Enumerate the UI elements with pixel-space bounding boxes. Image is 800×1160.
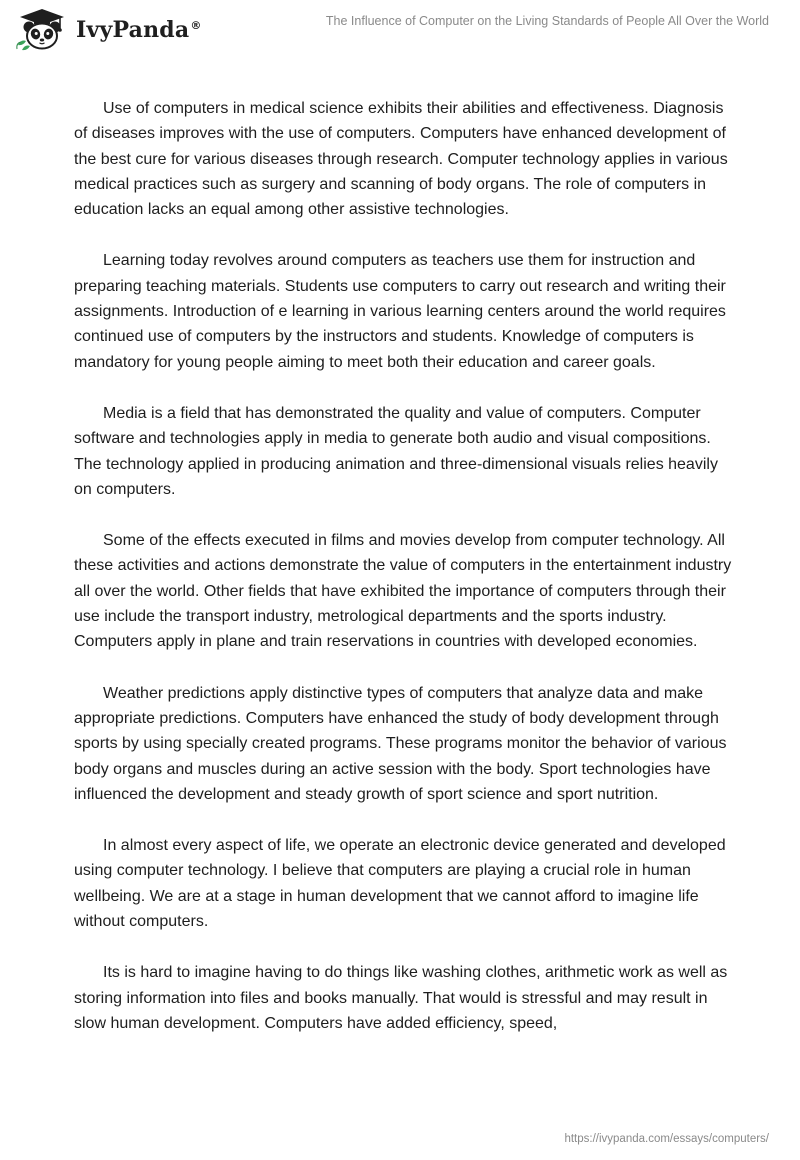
- paragraph: Media is a field that has demonstrated the quality and value of computers. Computer software and technologies apply in media to generate both audio and visual compositions. The technology applied in producing animation and three-dimensional visuals relies heavily on computers.: [74, 404, 718, 498]
- registered-mark: ®: [190, 18, 202, 32]
- paragraph: Learning today revolves around computers as teachers use them for instruction and preparing teaching materials. Students use computers to carry out research and writing their assignments. Introduction of e learning in various learning centers around the world requires continued use of computers by the instructors and students. Knowledge of computers is mandatory for young people aiming to meet both their education and career goals.: [74, 252, 726, 371]
- essay-body: [74, 96, 734, 1062]
- source-url[interactable]: https://ivypanda.com/essays/computers/: [564, 1133, 769, 1145]
- paragraph: Its is hard to imagine having to do things like washing clothes, arithmetic work as well as storing information into files and books manually. That would is stressful and may result in slow human development. Computers have added efficiency, speed,: [74, 964, 728, 1032]
- brand-name: IvyPanda®: [76, 17, 202, 43]
- document-title: The Influence of Computer on the Living Standards of People All Over the World: [325, 14, 769, 28]
- paragraph: In almost every aspect of life, we operate an electronic device generated and developed using computer technology. I believe that computers are playing a crucial role in human wellbeing. We are at a stage in human development that we cannot afford to imagine life without computers.: [74, 837, 726, 931]
- ivypanda-logo[interactable]: [14, 8, 202, 50]
- panda-graduate-icon: [14, 7, 70, 51]
- paragraph: Some of the effects executed in films and movies develop from computer technology. All these activities and actions demonstrate the value of computers in the entertainment industry all over the world. Other fields that have exhibited the importance of computers through their use include the transport industry, metrological departments and the sports industry. Computers apply in plane and train reservations in countries with developed economies.: [74, 532, 732, 651]
- paragraph: Weather predictions apply distinctive types of computers that analyze data and make appropriate predictions. Computers have enhanced the study of body development through sports by using specially created programs. These programs monitor the behavior of various body organs and muscles during an active session with the body. Sport technologies have influenced the development and steady growth of sport science and sport nutrition.: [74, 684, 727, 803]
- paragraph: Use of computers in medical science exhibits their abilities and effectiveness. Diagnosis of diseases improves with the use of computers. Computers have enhanced development of the best cure for various diseases through research. Computer technology applies in various medical practices such as surgery and scanning of body organs. The role of computers in education lacks an equal among other assistive technologies.: [74, 100, 728, 219]
- page-header: [0, 0, 800, 60]
